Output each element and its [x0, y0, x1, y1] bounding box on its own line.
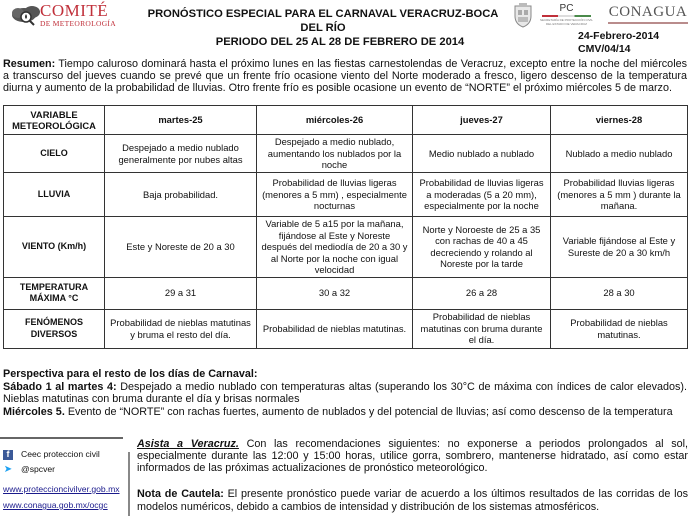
social-links	[3, 448, 123, 511]
row-variable-label: FENÓMENOS DIVERSOS	[4, 309, 105, 348]
pc-logo-label: PC	[559, 3, 574, 14]
table-cell: Despejado a medio nublado, aumentando los nublados por la noche	[257, 135, 413, 173]
table-row-cielo	[4, 135, 688, 173]
document-title	[138, 7, 508, 49]
issue-date: 24-Febrero-2014	[578, 30, 660, 42]
outlook-heading: Perspectiva para el resto de los días de Carnaval:	[3, 368, 258, 380]
table-cell: Norte y Noroeste de 25 a 35 con rachas de 40 a 45 decreciendo y rolando al Noreste por la tarde	[413, 217, 551, 278]
comite-logo-word: COMITÉ	[40, 1, 109, 20]
proteccion-civil-website-link[interactable]: www.proteccioncivilver.gob.mx	[3, 484, 120, 494]
conagua-website-link[interactable]: www.conagua.gob.mx/ocgc	[3, 500, 108, 510]
facebook-label: Ceec proteccion civil	[21, 449, 100, 459]
header-day: jueves-27	[413, 106, 551, 135]
header-variable: VARIABLE METEOROLÓGICA	[4, 106, 105, 135]
table-cell: 26 a 28	[413, 277, 551, 309]
outlook-item-label: Miércoles 5.	[3, 405, 65, 418]
table-row-lluvia	[4, 173, 688, 217]
conagua-logo	[606, 4, 690, 24]
title-line-1: PRONÓSTICO ESPECIAL PARA EL CARNAVAL VERACRUZ-BOCA DEL RÍO	[147, 8, 499, 34]
caution-text: El presente pronóstico puede variar de acuerdo a los últimos resultados de las corridas de los modelos numéricos, debido a cambios de intensidad y distribución de los sistemas atmosféricos.	[137, 488, 688, 513]
table-cell: Variable de 5 a15 por la mañana, fijándose al Este y Noreste después del mediodía de 20 a 30 y al Norte por la noche con igual velocidad	[257, 217, 413, 278]
recommendations-paragraph	[137, 438, 688, 475]
twitter-icon: ➤	[3, 464, 13, 475]
proteccion-civil-logo	[539, 3, 594, 27]
footer-divider	[0, 437, 123, 439]
outlook-item-text: Despejado a medio nublado con temperaturas altas (superando los 30°C de máxima con índices de calor elevados). Nieblas matutinas con bruma durante el día y brisas normales	[3, 380, 687, 406]
twitter-link[interactable]	[3, 463, 123, 476]
table-cell: Probabilidad de lluvias ligeras a moderadas (5 a 20 mm), especialmente por la noche	[413, 173, 551, 217]
table-cell: Nublado a medio nublado	[551, 135, 688, 173]
facebook-icon: f	[3, 450, 13, 460]
table-row-temperatura	[4, 277, 688, 309]
table-header-row	[4, 106, 688, 135]
table-cell: Probabilidad de nieblas matutinas.	[551, 309, 688, 348]
table-row-viento	[4, 217, 688, 278]
conagua-logo-name: CONAGUA	[608, 4, 688, 20]
table-cell: Este y Noreste de 20 a 30	[105, 217, 257, 278]
pc-logo-sub: SECRETARÍA DE PROTECCIÓN CIVIL DEL ESTADO DE VERACRUZ	[540, 18, 593, 26]
summary-label: Resumen:	[3, 58, 56, 70]
outlook-item-label: Sábado 1 al martes 4:	[3, 380, 117, 393]
title-line-2: PERIODO DEL 25 AL 28 DE FEBRERO DE 2014	[215, 36, 465, 48]
conagua-logo-sub	[608, 22, 688, 24]
summary-paragraph	[3, 58, 687, 95]
table-cell: Probabilidad de nieblas matutinas y bruma el resto del día.	[105, 309, 257, 348]
twitter-label: @spcver	[21, 464, 56, 474]
table-cell: Baja probabilidad.	[105, 173, 257, 217]
outlook-item	[3, 406, 687, 419]
row-variable-label: LLUVIA	[4, 173, 105, 217]
header-day: martes-25	[105, 106, 257, 135]
document-meta	[578, 30, 659, 56]
table-cell: Medio nublado a nublado	[413, 135, 551, 173]
table-cell: Probabilidad lluvias ligeras (menores a 5 mm ) durante la mañana.	[551, 173, 688, 217]
summary-text: Tiempo caluroso dominará hasta el próximo lunes en las fiestas carnestolendas de Veracruz, excepto entre la noche del miércoles a transcurso del jueves cuando se prevé que un frente frío ocasione viento del Norte moderado a fresco, ligero descenso de la temperatura diurna y aumento de la probabilidad de lluvias. Otro frente frío es posible ocasione un evento de “NORTE” el próximo miércoles 5 de marzo.	[3, 58, 687, 95]
table-cell: 29 a 31	[105, 277, 257, 309]
forecast-table	[3, 105, 688, 349]
recommendations-text: Con las recomendaciones siguientes: no exponerse a periodos prolongados al sol, especialmente durante las 12:00 y 15:00 horas, utilice gorra, sombrero, mantenerse hidratado, así como estar informados de las próximas actualizaciones de pronóstico meteorológico.	[137, 438, 688, 475]
caution-label: Nota de Cautela:	[137, 488, 224, 500]
recommendations-label: Asista a Veracruz.	[137, 438, 239, 450]
row-variable-label: TEMPERATURA MÁXIMA °C	[4, 277, 105, 309]
cloud-magnifier-icon	[10, 4, 44, 26]
bulletin-code: CMV/04/14	[578, 43, 631, 55]
table-cell: Despejado a medio nublado generalmente por nubes altas	[105, 135, 257, 173]
outlook-item	[3, 381, 687, 406]
veracruz-shield-icon	[512, 2, 534, 28]
header-day: viernes-28	[551, 106, 688, 135]
comite-logo-sub: DE METEOROLOGÍA	[40, 19, 116, 28]
table-cell: Probabilidad de nieblas matutinas.	[257, 309, 413, 348]
pc-logo-bar	[542, 15, 591, 17]
outlook-item-text: Evento de “NORTE” con rachas fuertes, aumento de nublados y del potencial de lluvias; así como descenso de la temperatura	[64, 405, 673, 418]
row-variable-label: VIENTO (Km/h)	[4, 217, 105, 278]
outlook-section	[3, 368, 687, 418]
caution-note	[137, 488, 688, 513]
table-cell: Variable fijándose al Este y Sureste de 20 a 30 km/h	[551, 217, 688, 278]
comite-meteorologia-logo	[10, 2, 122, 30]
table-row-fenomenos	[4, 309, 688, 348]
table-cell: Probabilidad de lluvias ligeras (menores a 5 mm) , especialmente nocturnas	[257, 173, 413, 217]
document-header	[0, 0, 700, 55]
row-variable-label: CIELO	[4, 135, 105, 173]
table-cell: 28 a 30	[551, 277, 688, 309]
facebook-link[interactable]	[3, 448, 123, 461]
table-cell: Probabilidad de nieblas matutinas con bruma durante el día.	[413, 309, 551, 348]
header-day: miércoles-26	[257, 106, 413, 135]
footer-vertical-divider	[128, 452, 130, 516]
table-cell: 30 a 32	[257, 277, 413, 309]
